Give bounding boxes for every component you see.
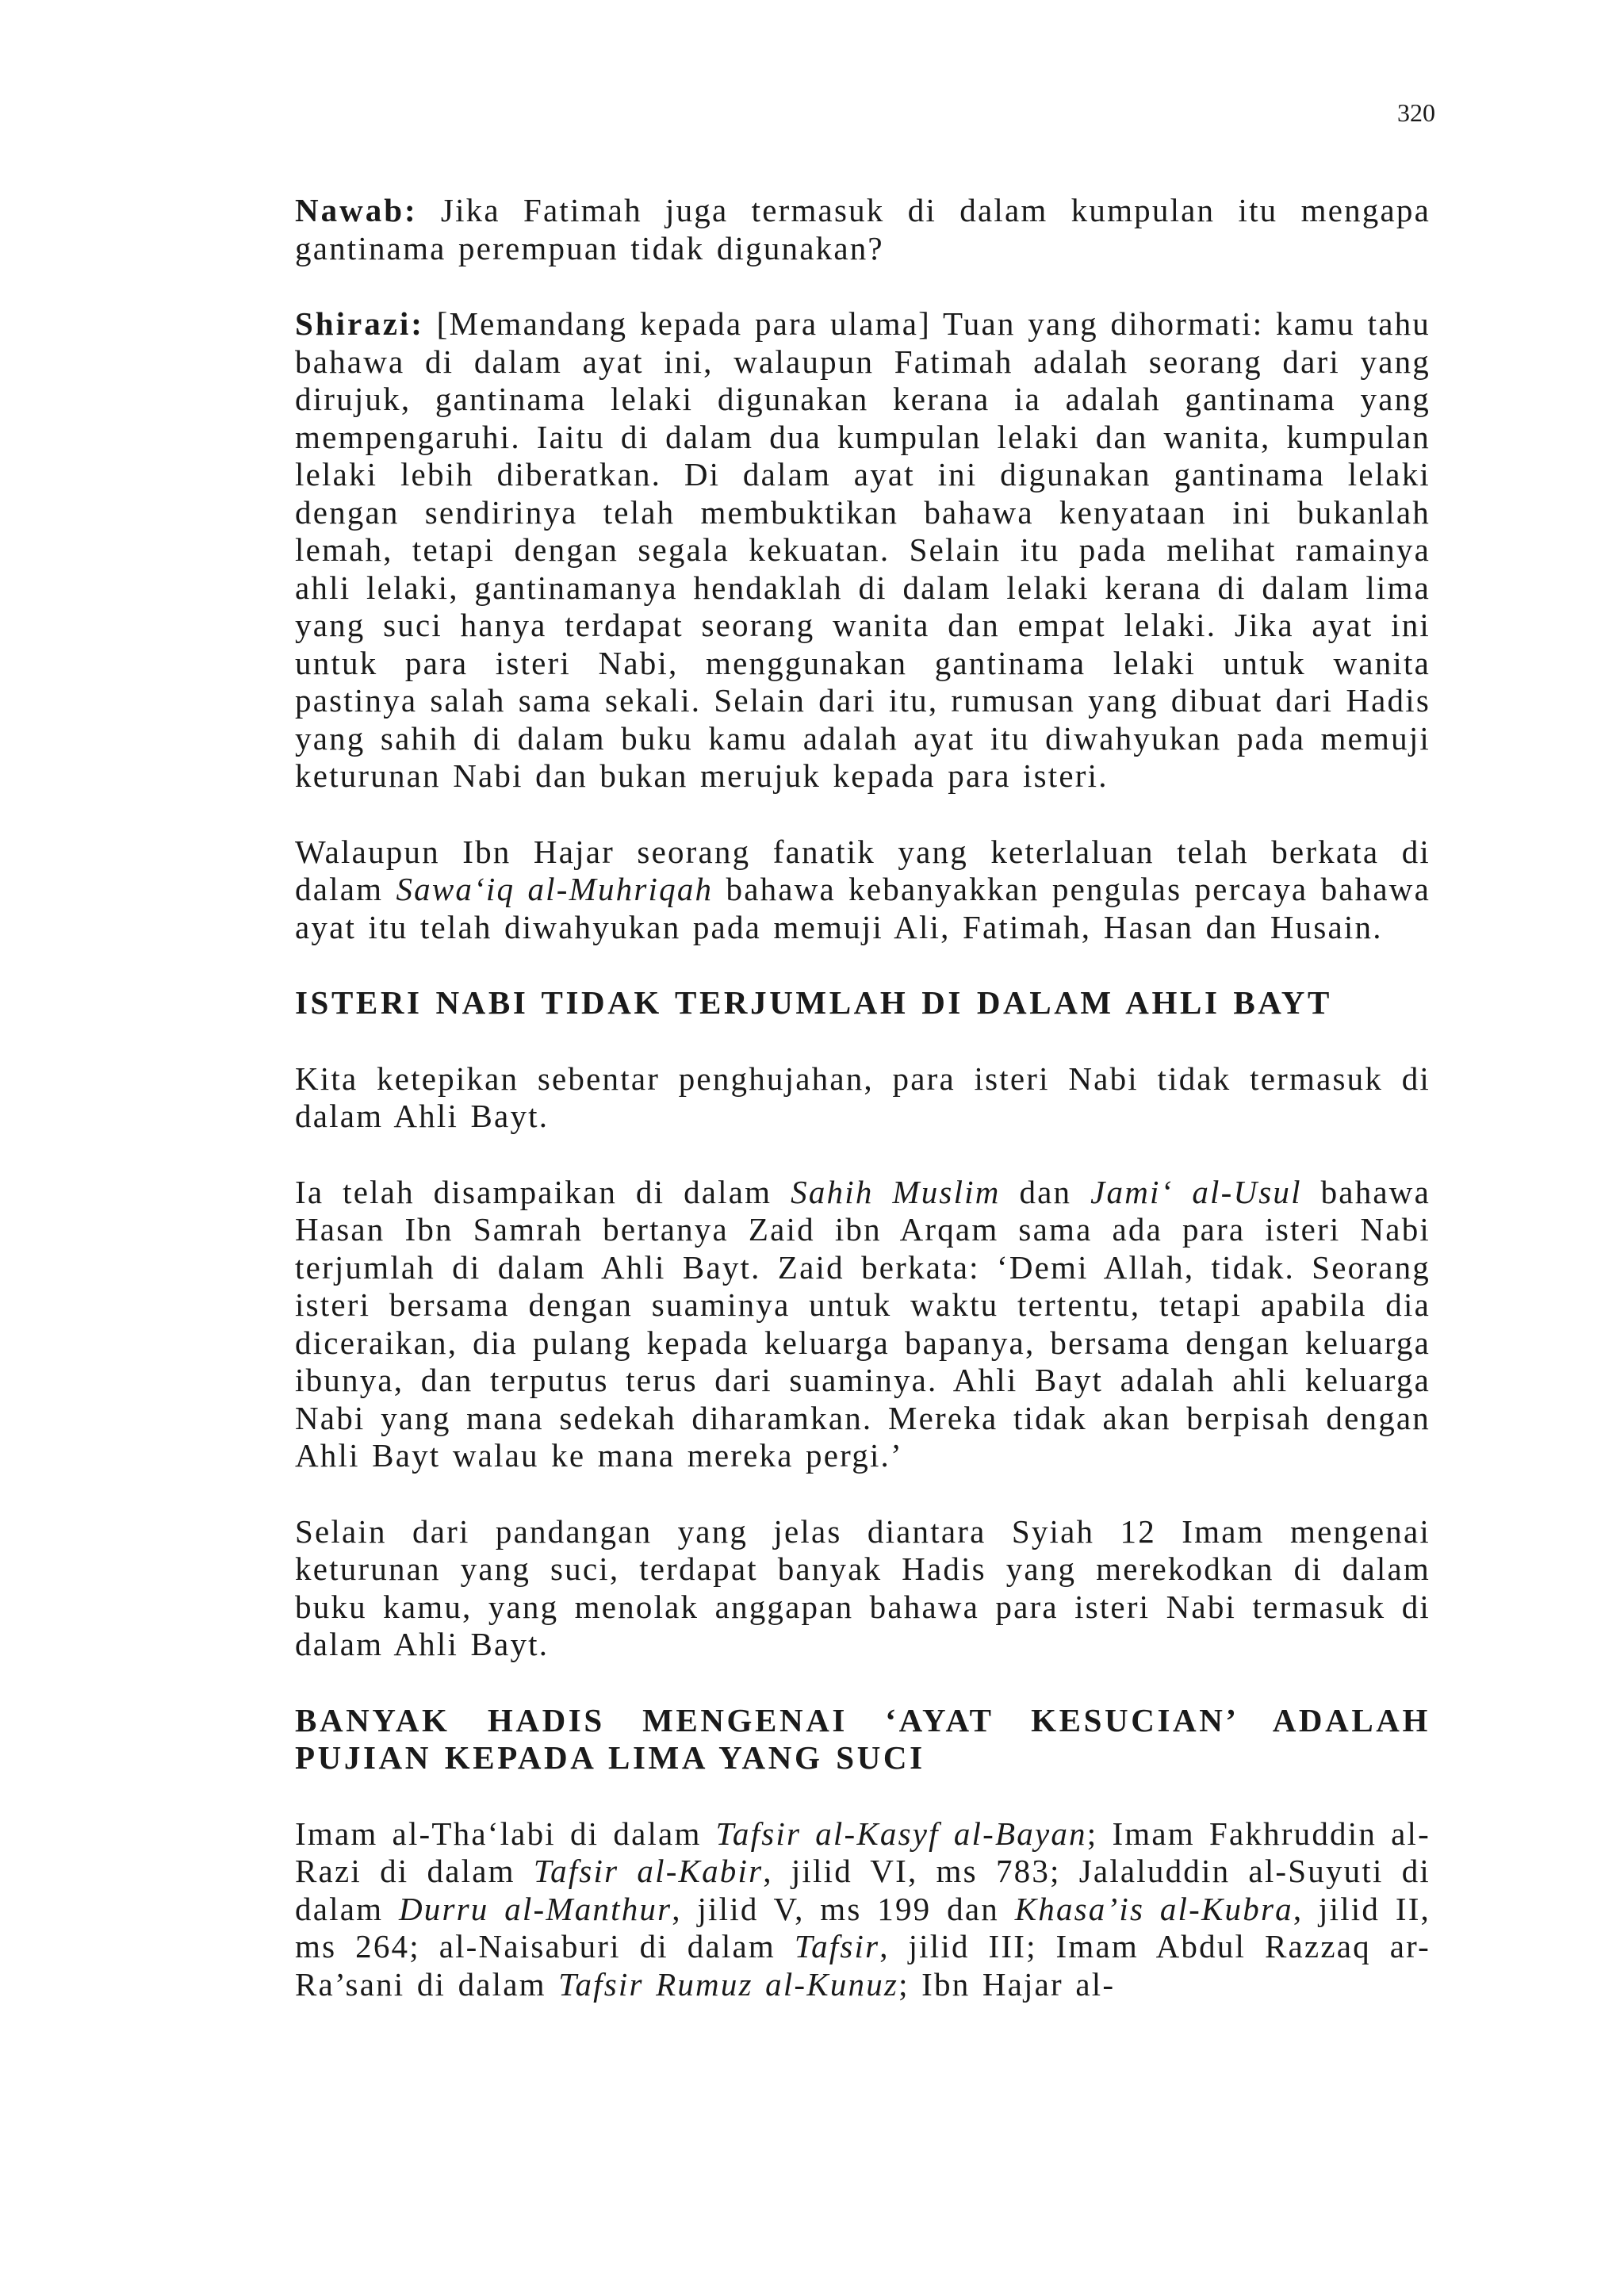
paragraph-text: Jika Fatimah juga termasuk di dalam kumpulan itu mengapa gantinama perempuan tidak digunakan?	[295, 192, 1431, 266]
paragraph-shirazi	[295, 305, 1431, 795]
page-number: 320	[1397, 98, 1435, 127]
text-run: ; Ibn Hajar al-	[898, 1965, 1116, 2003]
paragraph-nawab	[295, 192, 1431, 267]
text-run: bahawa kebanyakkan pengulas percaya bahawa ayat itu telah diwahyukan pada memuji Ali, Fatimah, Hasan dan Husain.	[295, 871, 1431, 945]
book-title: Sawa‘iq al-Muhriqah	[396, 871, 714, 907]
book-title: Tafsir al-Kasyf al-Bayan	[715, 1815, 1087, 1852]
book-title: Durru al-Manthur	[398, 1890, 672, 1927]
section-heading-banyak-hadis: BANYAK HADIS MENGENAI ‘AYAT KESUCIAN’ ADALAH PUJIAN KEPADA LIMA YANG SUCI	[295, 1701, 1431, 1776]
paragraph-ibn-hajar	[295, 834, 1431, 947]
speaker-nawab: Nawab:	[295, 192, 418, 228]
text-run: bahawa Hasan Ibn Samrah bertanya Zaid ibn Arqam sama ada para isteri Nabi terjumlah di dalam Ahli Bayt. Zaid berkata: ‘Demi Allah, tidak. Seorang isteri bersama dengan suaminya untuk waktu tertentu, tetapi apabila dia diceraikan, dia pulang kepada keluarga bapanya, bersama dengan keluarga ibunya, dan terputus terus dari suaminya. Ahli Bayt adalah ahli keluarga Nabi yang mana sedekah diharamkan. Mereka tidak akan berpisah dengan Ahli Bayt walau ke mana mereka pergi.’	[295, 1173, 1431, 1474]
text-run: , jilid III; Imam Abdul Razzaq ar-Ra’sani di dalam	[295, 1928, 1431, 2003]
paragraph-sahih-muslim	[295, 1174, 1431, 1475]
book-title: Khasa’is al-Kubra	[1014, 1890, 1293, 1927]
text-run: Walaupun Ibn Hajar seorang fanatik yang keterlaluan telah berkata di dalam	[295, 833, 1431, 907]
text-run: ; Imam Fakhruddin al-Razi di dalam	[295, 1815, 1431, 1889]
paragraph-references	[295, 1815, 1431, 2004]
text-run: dan	[1000, 1173, 1091, 1210]
section-heading-isteri-nabi: ISTERI NABI TIDAK TERJUMLAH DI DALAM AHLI BAYT	[295, 984, 1332, 1021]
paragraph-syiah: Selain dari pandangan yang jelas diantara Syiah 12 Imam mengenai keturunan yang suci, terdapat banyak Hadis yang merekodkan di dalam buku kamu, yang menolak anggapan bahawa para isteri Nabi termasuk di dalam Ahli Bayt.	[295, 1512, 1431, 1662]
paragraph-intro: Kita ketepikan sebentar penghujahan, para isteri Nabi tidak termasuk di dalam Ahli Bayt.	[295, 1060, 1431, 1134]
speaker-shirazi: Shirazi:	[295, 305, 424, 342]
text-run: , jilid V, ms 199 dan	[672, 1890, 1015, 1927]
text-run: Ia telah disampaikan di dalam	[295, 1173, 791, 1210]
text-run: , jilid II, ms 264; al-Naisaburi di dalam	[295, 1890, 1431, 1964]
page-body	[295, 192, 1431, 2041]
book-title: Jami‘ al-Usul	[1090, 1173, 1302, 1210]
paragraph-text: [Memandang kepada para ulama] Tuan yang dihormati: kamu tahu bahawa di dalam ayat ini, walaupun Fatimah adalah seorang dari yang dirujuk, gantinama lelaki digunakan kerana ia adalah gantinama yang mempengaruhi. Iaitu di dalam dua kumpulan lelaki dan wanita, kumpulan lelaki lebih diberatkan. Di dalam ayat ini digunakan gantinama lelaki dengan sendirinya telah membuktikan bahawa kenyataan ini bukanlah lemah, tetapi dengan segala kekuatan. Selain itu pada melihat ramainya ahli lelaki, gantinamanya hendaklah di dalam lelaki kerana di dalam lima yang suci hanya terdapat seorang wanita dan empat lelaki. Jika ayat ini untuk para isteri Nabi, menggunakan gantinama lelaki untuk wanita pastinya salah sama sekali. Selain dari itu, rumusan yang dibuat dari Hadis yang sahih di dalam buku kamu adalah ayat itu diwahyukan pada memuji keturunan Nabi dan bukan merujuk kepada para isteri.	[295, 305, 1431, 794]
book-title: Sahih Muslim	[791, 1173, 1001, 1210]
text-run: Imam al-Tha‘labi di dalam	[295, 1815, 716, 1852]
book-title: Tafsir al-Kabir	[533, 1853, 764, 1889]
text-run: , jilid VI, ms 783; Jalaluddin al-Suyuti di dalam	[295, 1853, 1431, 1927]
book-title: Tafsir Rumuz al-Kunuz	[558, 1965, 899, 2003]
book-title: Tafsir	[794, 1928, 880, 1964]
